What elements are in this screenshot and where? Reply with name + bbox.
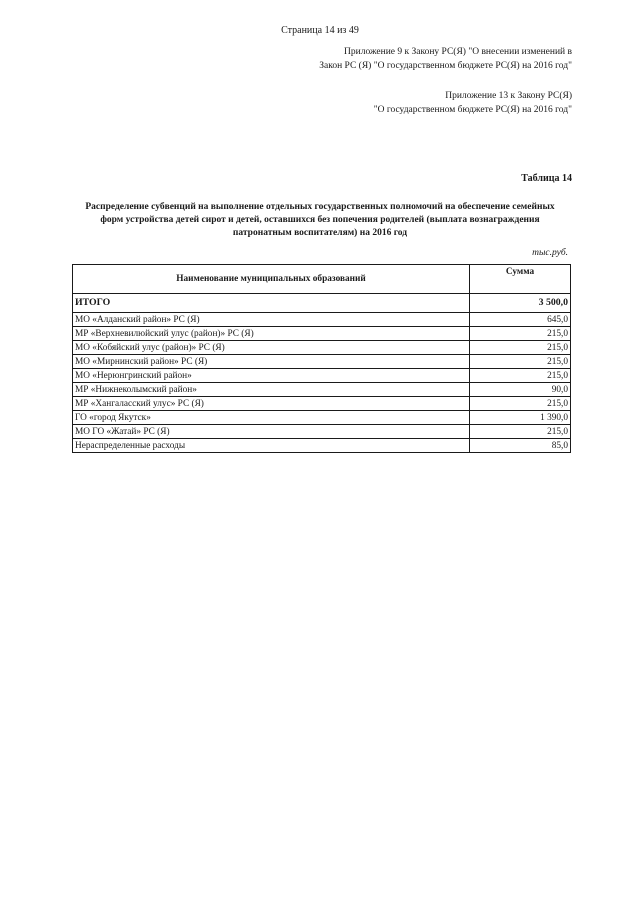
total-label: ИТОГО (73, 294, 470, 313)
municipality-name: МР «Верхневилюйский улус (район)» РС (Я) (73, 327, 470, 341)
subsidy-amount: 1 390,0 (470, 411, 571, 425)
page-number: Страница 14 из 49 (281, 25, 359, 36)
appendix-13-line-2: "О государственном бюджете РС(Я) на 2016 год" (373, 105, 572, 115)
municipality-name: МР «Нижнеколымский район» (73, 383, 470, 397)
table-row (73, 313, 571, 327)
subsidy-table (72, 264, 571, 453)
table-row (73, 355, 571, 369)
table-row (73, 383, 571, 397)
title-line-3: патронатным воспитателям) на 2016 год (232, 228, 408, 238)
municipality-name: МО «Нерюнгринский район» (73, 369, 470, 383)
document-title (70, 201, 570, 240)
subsidy-amount: 215,0 (470, 355, 571, 369)
subsidy-amount: 215,0 (470, 425, 571, 439)
table-row (73, 327, 571, 341)
header-municipality: Наименование муниципальных образований (73, 265, 470, 294)
total-row (73, 294, 571, 313)
appendix-9-line-2: Закон РС (Я) "О государственном бюджете РС(Я) на 2016 год" (319, 61, 572, 71)
table-row (73, 341, 571, 355)
municipality-name: МО «Алданский район» РС (Я) (73, 313, 470, 327)
subsidy-amount: 215,0 (470, 397, 571, 411)
municipality-name: Нераспределенные расходы (73, 439, 470, 453)
appendix-13-note (374, 89, 572, 117)
subsidy-amount: 215,0 (470, 341, 571, 355)
subsidy-amount: 215,0 (470, 327, 571, 341)
municipality-name: МО «Мирнинский район» РС (Я) (73, 355, 470, 369)
title-line-1: Распределение субвенций на выполнение отдельных государственных полномочий на обеспечение семейных (85, 202, 555, 212)
table-row (73, 369, 571, 383)
table-row (73, 425, 571, 439)
subsidy-amount: 85,0 (470, 439, 571, 453)
table-row (73, 439, 571, 453)
appendix-9-note (319, 45, 572, 73)
title-line-2: форм устройства детей сирот и детей, оставшихся без попечения родителей (выплата вознаграждения (100, 215, 540, 225)
appendix-9-line-1: Приложение 9 к Закону РС(Я) "О внесении изменений в (344, 47, 572, 57)
subsidy-amount: 645,0 (470, 313, 571, 327)
table-label: Таблица 14 (521, 173, 572, 184)
total-value: 3 500,0 (470, 294, 571, 313)
municipality-name: МР «Хангаласский улус» РС (Я) (73, 397, 470, 411)
table-row (73, 397, 571, 411)
municipality-name: ГО «город Якутск» (73, 411, 470, 425)
municipality-name: МО ГО «Жатай» РС (Я) (73, 425, 470, 439)
units-label: тыс.руб. (532, 248, 568, 258)
table-header-row (73, 265, 571, 294)
subsidy-amount: 90,0 (470, 383, 571, 397)
subsidy-amount: 215,0 (470, 369, 571, 383)
appendix-13-line-1: Приложение 13 к Закону РС(Я) (445, 91, 572, 101)
header-sum: Сумма (470, 265, 571, 294)
table-row (73, 411, 571, 425)
municipality-name: МО «Кобяйский улус (район)» РС (Я) (73, 341, 470, 355)
